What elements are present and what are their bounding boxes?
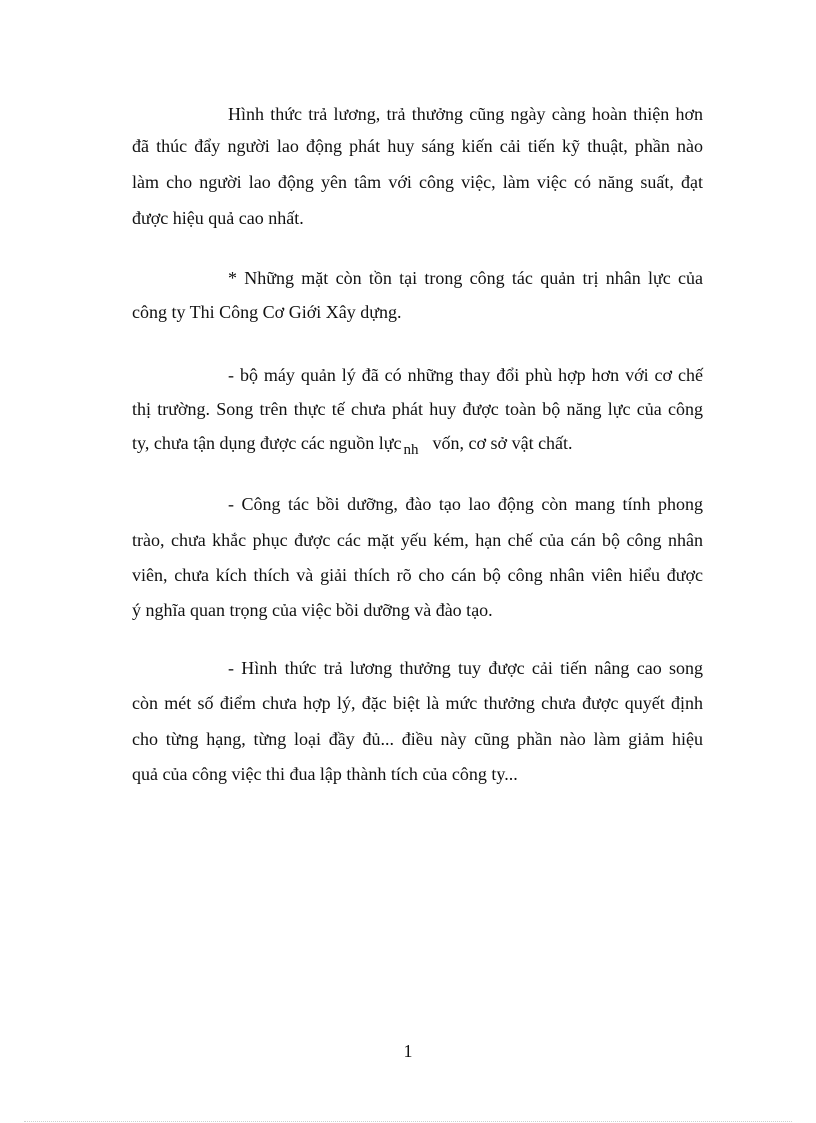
paragraph-5-line-1: - Hình thức trả lương thưởng tuy được cải tiến nâng cao song <box>228 658 703 678</box>
paragraph-3-line-2: thị trường. Song trên thực tế chưa phát huy được toàn bộ năng lực của công <box>132 399 703 419</box>
paragraph-1-line-4: được hiệu quả cao nhất. <box>132 208 304 228</box>
paragraph-4-line-2: trào, chưa khắc phục được các mặt yếu kém, hạn chế của cán bộ công nhân <box>132 530 703 550</box>
paragraph-3-line-3-before: ty, chưa tận dụng được các nguồn lực <box>132 433 402 453</box>
paragraph-1-line-1: Hình thức trả lương, trả thưởng cũng ngày càng hoàn thiện hơn <box>228 104 703 124</box>
paragraph-3-line-1: - bộ máy quản lý đã có những thay đổi phù hợp hơn với cơ chế <box>228 365 703 385</box>
paragraph-4-line-3: viên, chưa kích thích và giải thích rõ cho cán bộ công nhân viên hiểu được <box>132 565 703 585</box>
page-number: 1 <box>403 1041 413 1061</box>
paragraph-3-line-3 <box>132 432 703 456</box>
page-bottom-divider <box>24 1121 792 1122</box>
paragraph-3-subscript-fragment: nh <box>403 442 419 458</box>
paragraph-4-line-4: ý nghĩa quan trọng của việc bồi dưỡng và đào tạo. <box>132 600 493 620</box>
paragraph-2-line-1: * Những mặt còn tồn tại trong công tác quản trị nhân lực của <box>228 268 703 288</box>
paragraph-5-line-3: cho từng hạng, từng loại đầy đủ... điều này cũng phần nào làm giảm hiệu <box>132 729 703 749</box>
paragraph-4-line-1: - Công tác bồi dưỡng, đào tạo lao động còn mang tính phong <box>228 494 703 514</box>
paragraph-5-line-2: còn mét số điểm chưa hợp lý, đặc biệt là mức thưởng chưa được quyết định <box>132 693 703 713</box>
paragraph-3-line-3-after: vốn, cơ sở vật chất. <box>432 433 573 453</box>
paragraph-5-line-4: quả của công việc thi đua lập thành tích của công ty... <box>132 764 518 784</box>
paragraph-1-line-2: đã thúc đẩy người lao động phát huy sáng kiến cải tiến kỹ thuật, phần nào <box>132 136 703 156</box>
paragraph-1-line-3: làm cho người lao động yên tâm với công việc, làm việc có năng suất, đạt <box>132 172 703 192</box>
paragraph-2-line-2: công ty Thi Công Cơ Giới Xây dựng. <box>132 302 402 322</box>
